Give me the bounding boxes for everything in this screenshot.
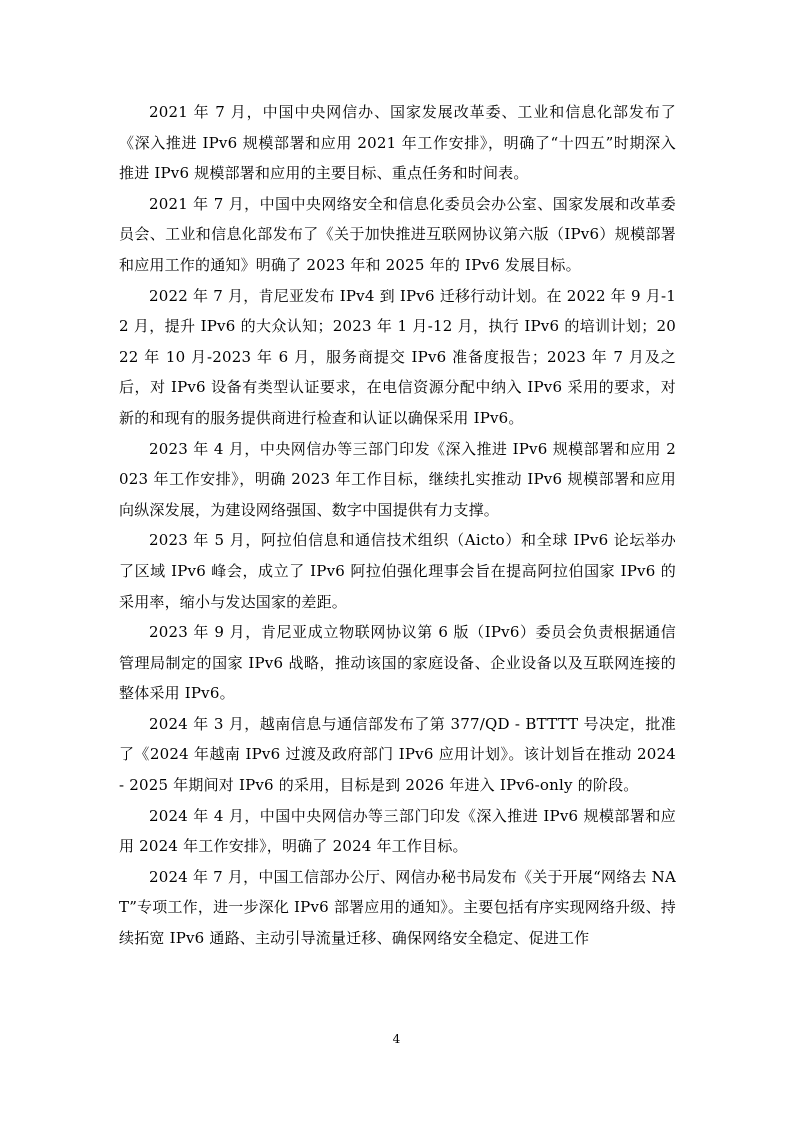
paragraph-2024-03-vietnam-decision: 2024 年 3 月，越南信息与通信部发布了第 377/QD - BTTTT 号决定，批准了《2024 年越南 IPv6 过渡及政府部门 IPv6 应用计划》。该计划旨在推动 2024 - 2025 年期间对 IPv6 的采用，目标是到 2026 年进入 IPv6-only 的阶段。 <box>119 714 676 795</box>
paragraph-2024-07-nat-notice: 2024 年 7 月，中国工信部办公厅、网信办秘书局发布《关于开展“网络去 NAT”专项工作，进一步深化 IPv6 部署应用的通知》。主要包括有序实现网络升级、持续拓宽 IPv6 通路、主动引导流量迁移、确保网络安全稳定、促进工作 <box>119 867 676 948</box>
body-text <box>119 97 676 954</box>
paragraph-2023-05-aicto-summit: 2023 年 5 月，阿拉伯信息和通信技术组织（Aicto）和全球 IPv6 论坛举办了区域 IPv6 峰会，成立了 IPv6 阿拉伯强化理事会旨在提高阿拉伯国家 IPv6 的采用率，缩小与发达国家的差距。 <box>119 531 676 611</box>
paragraph-2024-04-work-arrangement: 2024 年 4 月，中国中央网信办等三部门印发《深入推进 IPv6 规模部署和应用 2024 年工作安排》，明确了 2024 年工作目标。 <box>119 806 676 856</box>
paragraph-2021-07-ipv6-notice: 2021 年 7 月，中国中央网络安全和信息化委员会办公室、国家发展和改革委员会、工业和信息化部发布了《关于加快推进互联网协议第六版（IPv6）规模部署和应用工作的通知》明确了 2023 年和 2025 年的 IPv6 发展目标。 <box>119 194 676 274</box>
paragraph-2023-04-work-arrangement: 2023 年 4 月，中央网信办等三部门印发《深入推进 IPv6 规模部署和应用 2023 年工作安排》，明确 2023 年工作目标，继续扎实推动 IPv6 规模部署和应用向纵深发展，为建设网络强国、数字中国提供有力支撑。 <box>119 439 676 519</box>
paragraph-2021-07-work-arrangement: 2021 年 7 月，中国中央网信办、国家发展改革委、工业和信息化部发布了《深入推进 IPv6 规模部署和应用 2021 年工作安排》，明确了“十四五”时期深入推进 IPv6 规模部署和应用的主要目标、重点任务和时间表。 <box>119 103 676 183</box>
paragraph-2023-09-kenya-committee: 2023 年 9 月，肯尼亚成立物联网协议第 6 版（IPv6）委员会负责根据通信管理局制定的国家 IPv6 战略，推动该国的家庭设备、企业设备以及互联网连接的整体采用 IPv6。 <box>119 623 676 703</box>
page-number: 4 <box>392 1032 401 1046</box>
paragraph-2022-07-kenya-plan: 2022 年 7 月，肯尼亚发布 IPv4 到 IPv6 迁移行动计划。在 2022 年 9 月-12 月，提升 IPv6 的大众认知；2023 年 1 月-12 月，执行 IPv6 的培训计划；2022 年 10 月-2023 年 6 月，服务商提交 IPv6 准备度报告；2023 年 7 月及之后，对 IPv6 设备有类型认证要求，在电信资源分配中纳入 IPv6 采用的要求，对新的和现有的服务提供商进行检查和认证以确保采用 IPv6。 <box>119 286 676 427</box>
